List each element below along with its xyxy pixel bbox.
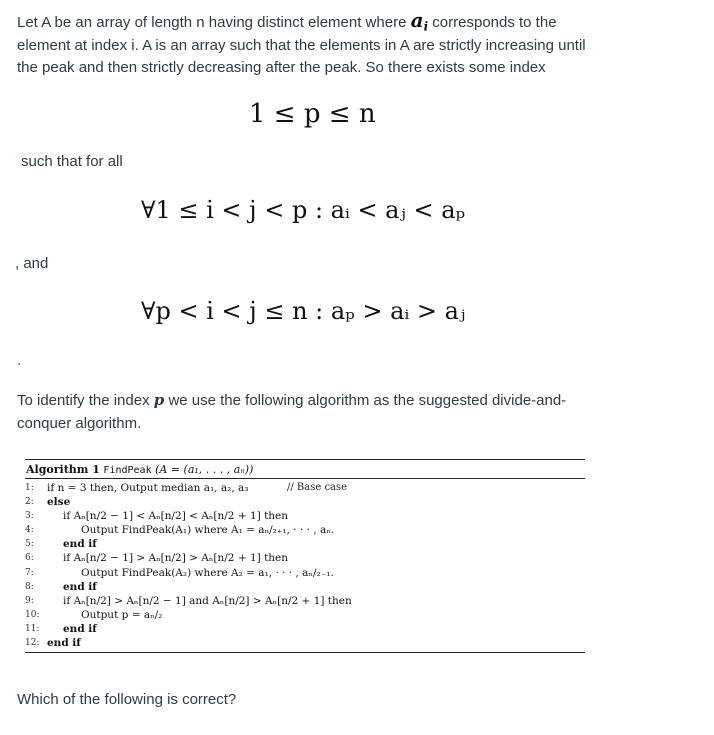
line-number: 8: <box>25 581 34 592</box>
algorithm-line-2 <box>25 495 585 509</box>
line-code: else <box>47 496 71 509</box>
algorithm-line-5 <box>25 537 585 551</box>
line-number: 2: <box>25 497 34 508</box>
line-code: end if <box>63 538 97 551</box>
algorithm-line-12 <box>25 636 585 650</box>
line-code: if Aₙ[n/2] > Aₙ[n/2 − 1] and Aₙ[n/2] > Aₙ[n/2 + 1] then <box>63 594 352 607</box>
line-code: end if <box>63 622 97 635</box>
period-mark: . <box>17 352 22 369</box>
line-number: 6: <box>25 553 34 564</box>
line-number: 7: <box>25 567 34 578</box>
question-text: Which of the following is correct? <box>17 691 237 708</box>
algorithm-signature: (A = (a₁, . . . , aₙ)) <box>155 463 254 476</box>
equation-peak-index: 1 ≤ p ≤ n <box>249 99 376 129</box>
line-number: 12: <box>25 638 40 649</box>
line-code: Output p = aₙ/₂ <box>81 608 163 621</box>
intro-paragraph <box>17 9 607 80</box>
identify-paragraph <box>17 389 602 435</box>
line-number: 4: <box>25 525 34 536</box>
algorithm-line-4 <box>25 523 585 537</box>
algorithm-line-1 <box>25 481 585 495</box>
line-code: if n = 3 then, Output median a₁, a₂, a₃ <box>47 482 249 494</box>
line-code: Output FindPeak(A₁) where A₁ = aₙ/₂₊₁, · · · , aₙ. <box>81 524 335 537</box>
line-number: 1: <box>25 483 34 493</box>
such-that-text: such that for all <box>21 153 123 170</box>
line-code: end if <box>47 637 81 650</box>
line-code: if Aₙ[n/2 − 1] < Aₙ[n/2] < Aₙ[n/2 + 1] then <box>63 510 289 523</box>
equation-decreasing: ∀p < i < j ≤ n : aₚ > aᵢ > aⱼ <box>141 297 466 325</box>
line-number: 9: <box>25 595 34 606</box>
identify-part1: To identify the index <box>17 392 150 409</box>
intro-part1: Let A be an array of length n having distinct element where <box>17 14 407 31</box>
algorithm-bottom-rule <box>25 652 585 653</box>
line-code: end if <box>63 580 97 593</box>
algorithm-name: FindPeak <box>103 465 152 476</box>
algorithm-line-9 <box>25 594 585 608</box>
line-code: if Aₙ[n/2 − 1] > Aₙ[n/2] > Aₙ[n/2 + 1] then <box>63 552 289 565</box>
line-number: 5: <box>25 539 34 550</box>
algorithm-line-6 <box>25 551 585 565</box>
line-comment: // Base case <box>287 482 348 493</box>
algorithm-caption <box>25 460 585 478</box>
intro-part2: corresponds to the element at index i. A is an array such that the elements in A are strictly increasing until the peak and then strictly decreasing after the peak. So there exists some index <box>17 14 586 76</box>
algorithm-box <box>25 459 585 653</box>
equation-increasing: ∀1 ≤ i < j < p : aᵢ < aⱼ < aₚ <box>141 196 466 224</box>
line-number: 3: <box>25 511 34 522</box>
algorithm-line-10 <box>25 608 585 622</box>
line-code: Output FindPeak(A₂) where A₂ = a₁, · · · , aₙ/₂₋₁. <box>81 566 334 579</box>
variable-a-i: $a_i$ <box>410 8 429 34</box>
algorithm-line-3 <box>25 509 585 523</box>
algorithm-line-11 <box>25 622 585 636</box>
algorithm-line-7 <box>25 566 585 580</box>
algorithm-line-8 <box>25 580 585 594</box>
variable-p: p <box>153 391 165 409</box>
line-number: 10: <box>25 609 40 620</box>
and-text: , and <box>15 255 49 272</box>
algorithm-label: Algorithm 1 <box>26 463 100 476</box>
identify-part2: we use the following algorithm as the suggested divide-and-conquer algorithm. <box>17 392 567 432</box>
line-number: 11: <box>25 623 40 634</box>
